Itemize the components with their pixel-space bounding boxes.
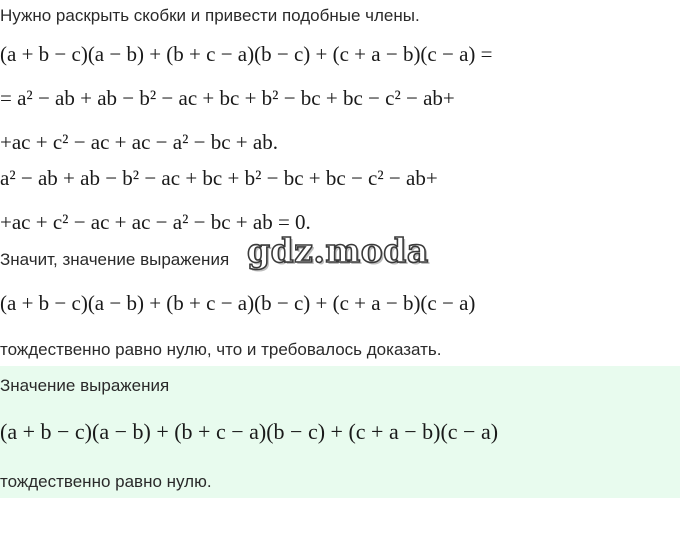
answer-box: [0, 366, 680, 498]
watermark-logo: gdz.moda: [247, 231, 429, 270]
expression-line: (a + b − c)(a − b) + (b + c − a)(b − c) + (c + a − b)(c − a): [0, 291, 476, 315]
intro-text: Нужно раскрыть скобки и привести подобные члены.: [0, 6, 420, 25]
math-line-3: +ac + c² − ac + ac − a² − bc + ab.: [0, 130, 278, 154]
answer-title: Значение выражения: [0, 376, 170, 395]
math-line-2: = a² − ab + ab − b² − ac + bc + b² − bc + bc − c² − ab+: [0, 86, 455, 110]
answer-text: тождественно равно нулю.: [0, 472, 212, 491]
answer-expression: (a + b − c)(a − b) + (b + c − a)(b − c) + (c + a − b)(c − a): [0, 419, 499, 444]
conclusion-suffix: тождественно равно нулю, что и требовалось доказать.: [0, 340, 442, 359]
math-line-1: (a + b − c)(a − b) + (b + c − a)(b − c) + (c + a − b)(c − a) =: [0, 42, 493, 66]
math-line-5: +ac + c² − ac + ac − a² − bc + ab = 0.: [0, 210, 311, 234]
conclusion-prefix: Значит, значение выражения: [0, 250, 230, 269]
math-line-4: a² − ab + ab − b² − ac + bc + b² − bc + bc − c² − ab+: [0, 166, 438, 190]
